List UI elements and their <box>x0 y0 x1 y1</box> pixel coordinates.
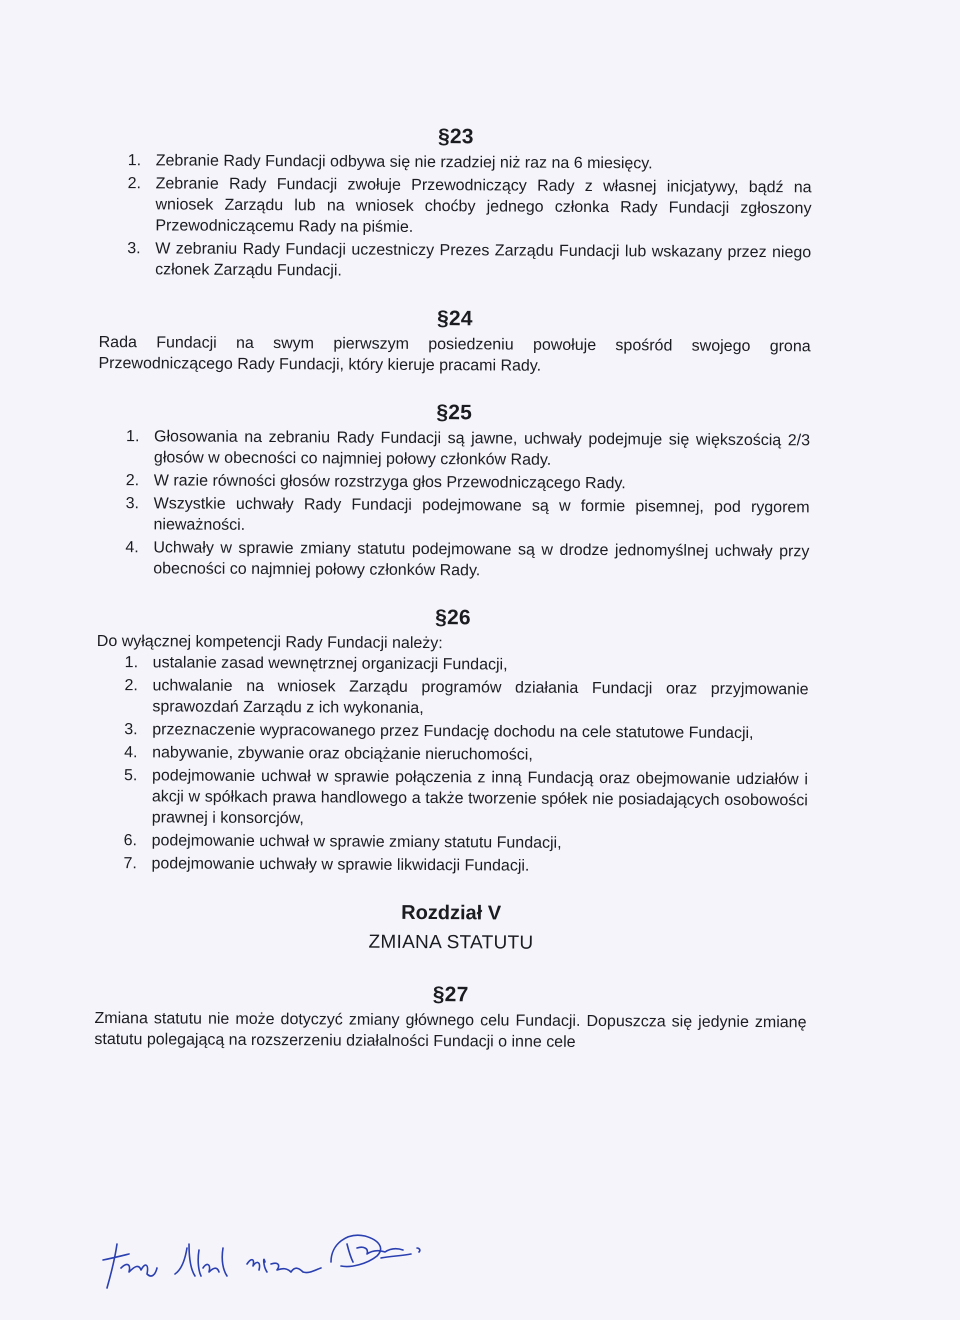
section-heading: §26 <box>435 606 471 630</box>
list-item <box>96 830 808 855</box>
section-26 <box>95 603 809 878</box>
list-number: 3. <box>124 721 138 739</box>
section-heading: §25 <box>436 401 473 425</box>
list-text: Wszystkie uchwały Rady Fundacji podejmowane są w formie pisemnej, pod rygorem nieważności. <box>153 495 810 534</box>
list-number: 5. <box>123 767 138 785</box>
list-text: uchwalanie na wniosek Zarządu programów działania Fundacji oraz przyjmowanie sprawozdań Zarządu z ich wykonania, <box>152 677 809 717</box>
list-item <box>95 853 807 878</box>
list-text: W zebraniu Rady Fundacji uczestniczy Prezes Zarządu Fundacji lub wskazany przez niego członek Zarządu Fundacji. <box>155 240 812 280</box>
list-item <box>97 537 809 583</box>
list-number: 2. <box>124 677 138 695</box>
list-number: 2. <box>125 472 140 490</box>
list-item <box>96 765 808 832</box>
list-number: 7. <box>123 855 137 873</box>
list-number: 4. <box>125 539 139 557</box>
list-item <box>96 719 808 744</box>
section-24 <box>98 304 810 378</box>
signature-4 <box>331 1235 420 1266</box>
list-text: przeznaczenie wypracowanego przez Fundację dochodu na cele statutowe Fundacji, <box>152 721 754 743</box>
list-number: 1. <box>124 654 139 672</box>
section-25-list <box>97 426 810 583</box>
list-item <box>99 173 811 240</box>
list-text: Uchwały w sprawie zmiany statutu podejmowane są w drodze jednomyślnej uchwały przy obecności co najmniej połowy członków Rady. <box>153 539 810 580</box>
section-27 <box>94 980 806 1054</box>
list-text: podejmowanie uchwał w sprawie zmiany statutu Fundacji, <box>151 832 562 852</box>
list-item <box>96 742 808 767</box>
list-text: Głosowania na zebraniu Rady Fundacji są jawne, uchwały podejmuje się większością 2/3 głosów w obecności co najmniej połowy członków Rady. <box>153 428 811 469</box>
signatures-drawing <box>95 1218 455 1298</box>
list-text: W razie równości głosów rozstrzyga głos Przewodniczącego Rady. <box>153 472 626 493</box>
section-paragraph: Zmiana statutu nie może dotyczyć zmiany głównego celu Fundacji. Dopuszcza się jedynie zmianę statutu polegającą na rozszerzeniu działalności Fundacji o inne cele <box>94 1009 807 1051</box>
list-text: podejmowanie uchwały w sprawie likwidacji Fundacji. <box>151 855 530 875</box>
list-item <box>97 652 809 677</box>
chapter-title: Rozdział V <box>401 901 502 925</box>
list-item <box>100 150 812 175</box>
section-heading: §23 <box>438 125 474 149</box>
list-text: podejmowanie uchwał w sprawie połączenia z inną Fundacją oraz obejmowanie udziałów i akcji w spółkach prawa handlowego a także tworzenie spółek nie posiadających osobowości prawnej i konsorcjów, <box>151 767 809 828</box>
list-item <box>98 470 810 495</box>
list-number: 1. <box>126 428 140 446</box>
section-heading: §24 <box>436 307 473 331</box>
list-item <box>98 426 810 472</box>
list-number: 3. <box>125 495 140 513</box>
signature-3 <box>247 1259 321 1272</box>
signatures-area <box>95 1218 455 1298</box>
list-text: Zebranie Rady Fundacji odbywa się nie rzadziej niż raz na 6 miesięcy. <box>155 152 653 173</box>
section-intro: Do wyłącznej kompetencji Rady Fundacji należy: <box>96 632 443 653</box>
list-item <box>96 675 808 721</box>
list-text: Zebranie Rady Fundacji zwołuje Przewodniczący Rady z własnej inicjatywy, bądź na wniosek Zarządu lub na wniosek choćby jednego członka Rady Fundacji zgłoszony Przewodniczącemu Rady na piśmie. <box>155 175 812 236</box>
list-number: 6. <box>123 832 138 850</box>
list-number: 4. <box>124 744 138 762</box>
section-paragraph: Rada Fundacji na swym pierwszym posiedzeniu powołuje spośród swojego grona Przewodniczącego Rady Fundacji, który kieruje pracami Rady. <box>98 333 811 375</box>
section-25 <box>97 398 810 583</box>
document-content <box>94 122 812 1078</box>
list-number: 2. <box>127 175 142 193</box>
chapter-subtitle: ZMIANA STATUTU <box>368 931 534 954</box>
list-item <box>97 493 809 539</box>
list-number: 1. <box>127 152 142 170</box>
signature-1 <box>103 1244 157 1288</box>
list-text: ustalanie zasad wewnętrznej organizacji Fundacji, <box>152 654 508 674</box>
section-26-list <box>95 652 808 878</box>
list-item <box>99 238 811 284</box>
section-heading: §27 <box>432 983 469 1007</box>
list-number: 3. <box>127 240 141 258</box>
list-text: nabywanie, zbywanie oraz obciążanie nieruchomości, <box>152 744 533 764</box>
section-23-list <box>99 150 812 284</box>
chapter-block <box>95 898 807 958</box>
section-23 <box>99 122 812 284</box>
signature-2 <box>175 1244 227 1276</box>
